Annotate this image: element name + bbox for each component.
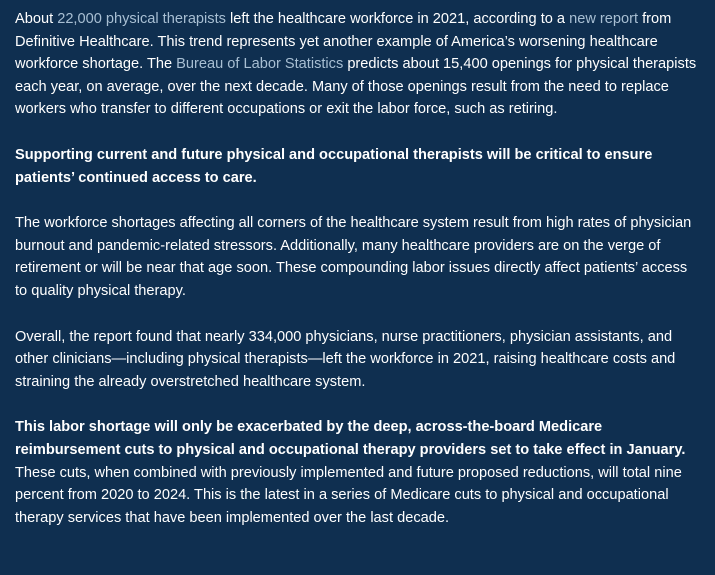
- medicare-cuts-bold-text: This labor shortage will only be exacerbated by the deep, across-the-board Medicare reimbursement cuts to physical and occupational therapy providers set to take effect in January.: [15, 419, 686, 458]
- new-report-link[interactable]: new report: [569, 11, 639, 27]
- intro-text-1: About: [15, 11, 58, 27]
- paragraph-report-findings: [15, 326, 703, 394]
- emphasis-text: Supporting current and future physical and occupational therapists will be critical to ensure patients’ continued access to care.: [15, 146, 653, 186]
- shortages-text: The workforce shortages affecting all corners of the healthcare system result from high rates of physician burnout and pandemic-related stressors. Additionally, many healthcare providers are on the verge of retirement or will be near that age soon. These compounding labor issues directly affect patients’ access to quality physical therapy.: [15, 215, 692, 299]
- paragraph-intro: [15, 8, 703, 121]
- report-findings-text: Overall, the report found that nearly 334,000 physicians, nurse practitioners, physician assistants, and other clinicians—including physical therapists—left the workforce in 2021, raising healthcare costs and straining the already overstretched healthcare system.: [15, 328, 676, 390]
- intro-text-4: predicts about 15,400 openings for physical therapists each year, on average, over the next decade. Many of those openings result from the need to replace workers who transfer to different occupations or exit the labor force, such as retiring.: [15, 56, 697, 118]
- bls-link[interactable]: Bureau of Labor Statistics: [176, 56, 344, 73]
- intro-text-2: left the healthcare workforce in 2021, according to a: [225, 11, 570, 27]
- paragraph-shortages: [15, 212, 703, 302]
- physical-therapists-link[interactable]: 22,000 physical therapists: [57, 11, 226, 27]
- paragraph-emphasis: [15, 144, 703, 189]
- paragraph-medicare-cuts: [15, 416, 703, 529]
- medicare-cuts-text: These cuts, when combined with previously implemented and future proposed reductions, will total nine percent from 2020 to 2024. This is the latest in a series of Medicare cuts to physical and occupational therapy services that have been implemented over the last decade.: [15, 464, 682, 526]
- intro-text-3: from Definitive Healthcare. This trend represents yet another example of America’s worsening healthcare workforce shortage. The: [15, 11, 672, 73]
